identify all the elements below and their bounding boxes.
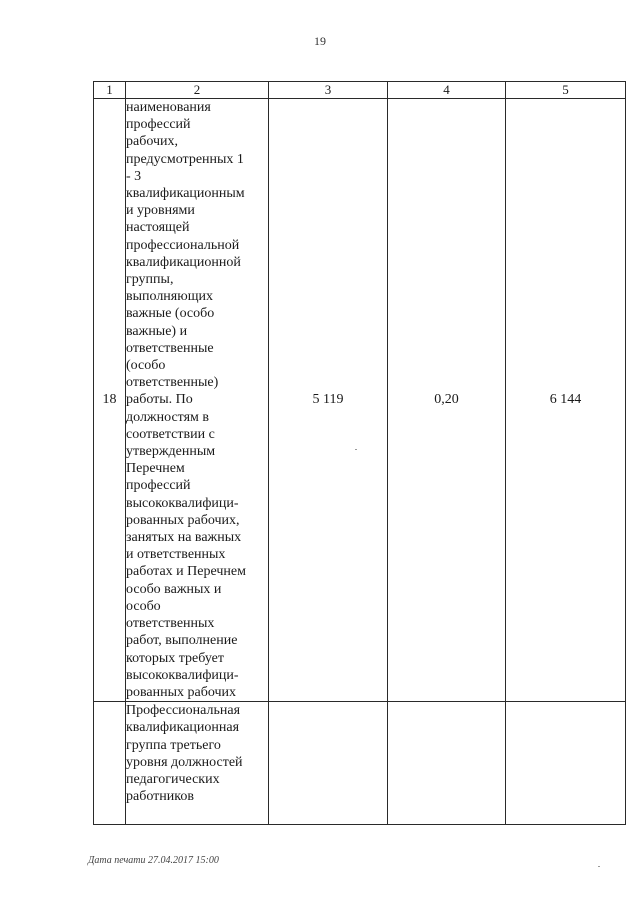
total-salary-cell [506, 702, 626, 825]
row-description: Профессиональная квалификационная группа третьего уровня должностей педагогических работников [126, 702, 269, 825]
table-header-row [94, 82, 626, 99]
salary-table [93, 81, 626, 825]
total-salary-cell: 6 144 [506, 99, 626, 702]
scan-speck [598, 866, 600, 867]
base-salary-cell [269, 702, 388, 825]
row-description: наименования профессий рабочих, предусмотренных 1 - 3 квалификационным и уровнями настоящей профессиональной квалификационной группы, выполняющих важные (особо важные) и ответственные (особо ответственные) работы. По должностям в соответствии с утвержденным Перечнем профессий высококвалифици- рованных рабочих, занятых на важных и ответственных работах и Перечнем особо важных и особо ответственных работ, выполнение которых требует высококвалифици- рованных рабочих [126, 99, 269, 702]
table-row [94, 702, 626, 825]
table-row [94, 99, 626, 702]
column-header-5: 5 [506, 82, 626, 99]
column-header-3: 3 [269, 82, 388, 99]
page-number: 19 [314, 34, 326, 48]
row-number [94, 702, 126, 825]
coefficient-cell: 0,20 [388, 99, 506, 702]
column-header-4: 4 [388, 82, 506, 99]
scan-speck [355, 449, 357, 450]
column-header-2: 2 [126, 82, 269, 99]
print-date: Дата печати 27.04.2017 15:00 [88, 855, 219, 866]
coefficient-cell [388, 702, 506, 825]
row-number: 18 [94, 99, 126, 702]
column-header-1: 1 [94, 82, 126, 99]
base-salary-cell: 5 119 [269, 99, 388, 702]
